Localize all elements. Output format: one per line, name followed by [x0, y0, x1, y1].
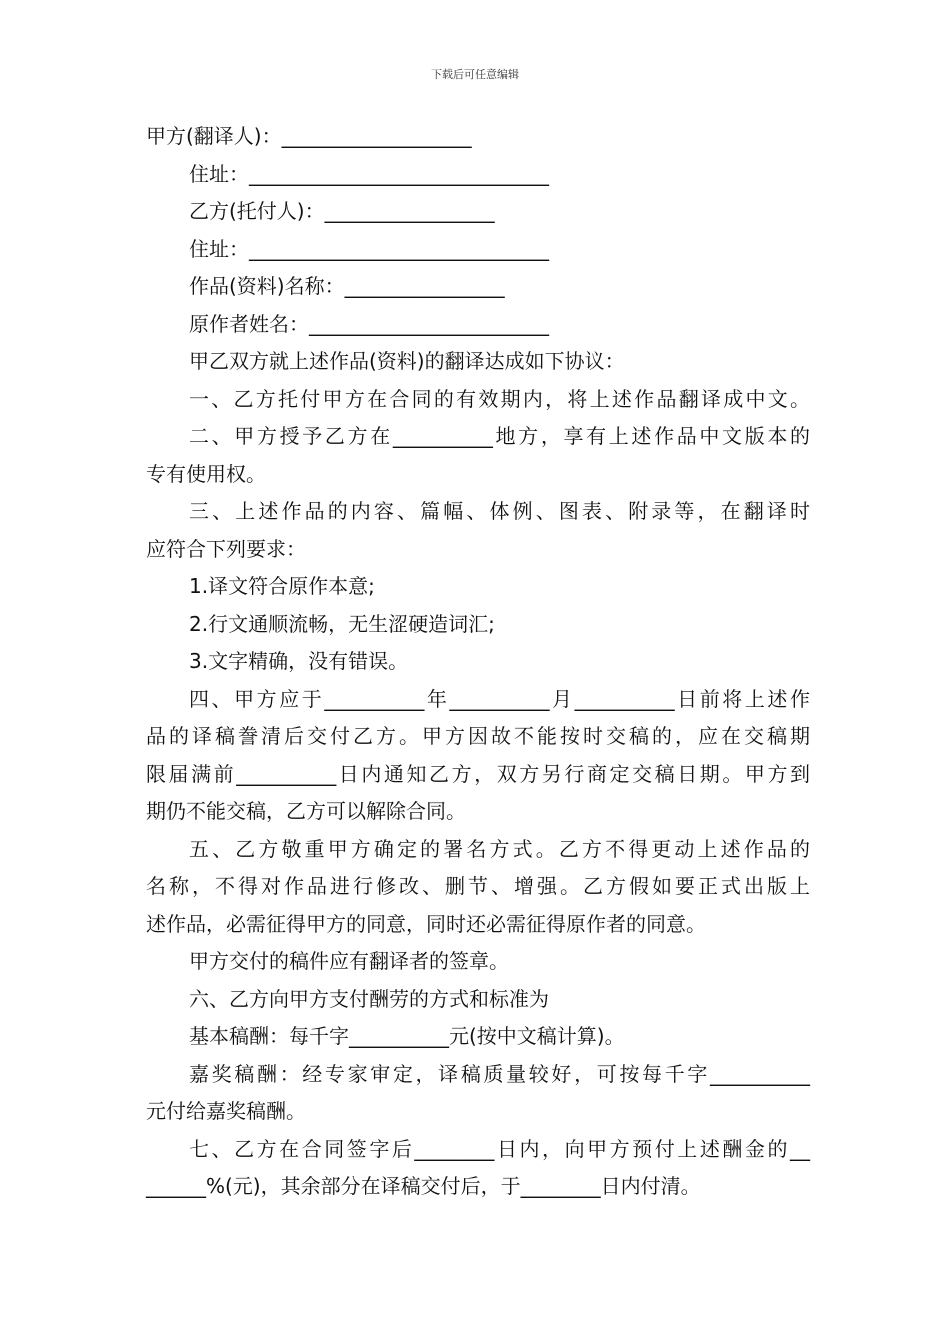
text-line: 七、乙方在合同签字后________日内，向甲方预付上述酬金的__ [189, 1136, 810, 1161]
text-line: 住址：______________________________ [189, 236, 549, 261]
text-line: 2.行文通顺流畅，无生涩硬造词汇; [189, 611, 495, 636]
text-line: 3.文字精确，没有错误。 [189, 649, 409, 673]
text-line: 嘉奖稿酬：经专家审定，译稿质量较好，可按每千字__________ [189, 1061, 810, 1086]
text-line: 六、乙方向甲方支付酬劳的方式和标准为 [189, 986, 549, 1011]
text-line: 名称，不得对作品进行修改、删节、增强。乙方假如要正式出版上 [146, 874, 810, 898]
header-note: 下载后可任意编辑 [431, 68, 519, 81]
text-line: 四、甲方应于__________年__________月__________日前将上述作 [189, 686, 810, 711]
text-line: 基本稿酬：每千字__________元(按中文稿计算)。 [189, 1024, 625, 1048]
text-line: 元付给嘉奖稿酬。 [146, 1099, 306, 1123]
text-line: 乙方(托付人)：_________________ [189, 199, 495, 223]
contract-body [146, 118, 810, 1206]
text-line: 二、甲方授予乙方在__________地方，享有上述作品中文版本的 [189, 424, 810, 448]
text-line: ______%(元)，其余部分在译稿交付后，于________日内付清。 [146, 1174, 701, 1198]
text-line: 三、上述作品的内容、篇幅、体例、图表、附录等，在翻译时 [189, 499, 810, 523]
text-line: 品的译稿誊清后交付乙方。甲方因故不能按时交稿的，应在交稿期 [146, 724, 810, 748]
text-line: 一、乙方托付甲方在合同的有效期内，将上述作品翻译成中文。 [189, 386, 810, 411]
text-line: 应符合下列要求： [146, 536, 306, 561]
text-line: 甲方(翻译人)：___________________ [146, 124, 472, 148]
text-line: 原作者姓名：________________________ [189, 311, 549, 336]
text-line: 五、乙方敬重甲方确定的署名方式。乙方不得更动上述作品的 [189, 836, 810, 861]
text-line: 1.译文符合原作本意; [189, 574, 375, 598]
text-line: 住址：______________________________ [189, 161, 549, 186]
text-line: 专有使用权。 [146, 461, 266, 486]
text-line: 甲乙双方就上述作品(资料)的翻译达成如下协议： [189, 349, 625, 373]
text-line: 述作品，必需征得甲方的同意，同时还必需征得原作者的同意。 [146, 911, 706, 936]
text-line: 作品(资料)名称：________________ [189, 274, 505, 298]
text-line: 限届满前__________日内通知乙方，双方另行商定交稿日期。甲方到 [146, 761, 810, 786]
text-line: 期仍不能交稿，乙方可以解除合同。 [146, 799, 466, 823]
text-line: 甲方交付的稿件应有翻译者的签章。 [189, 949, 509, 973]
